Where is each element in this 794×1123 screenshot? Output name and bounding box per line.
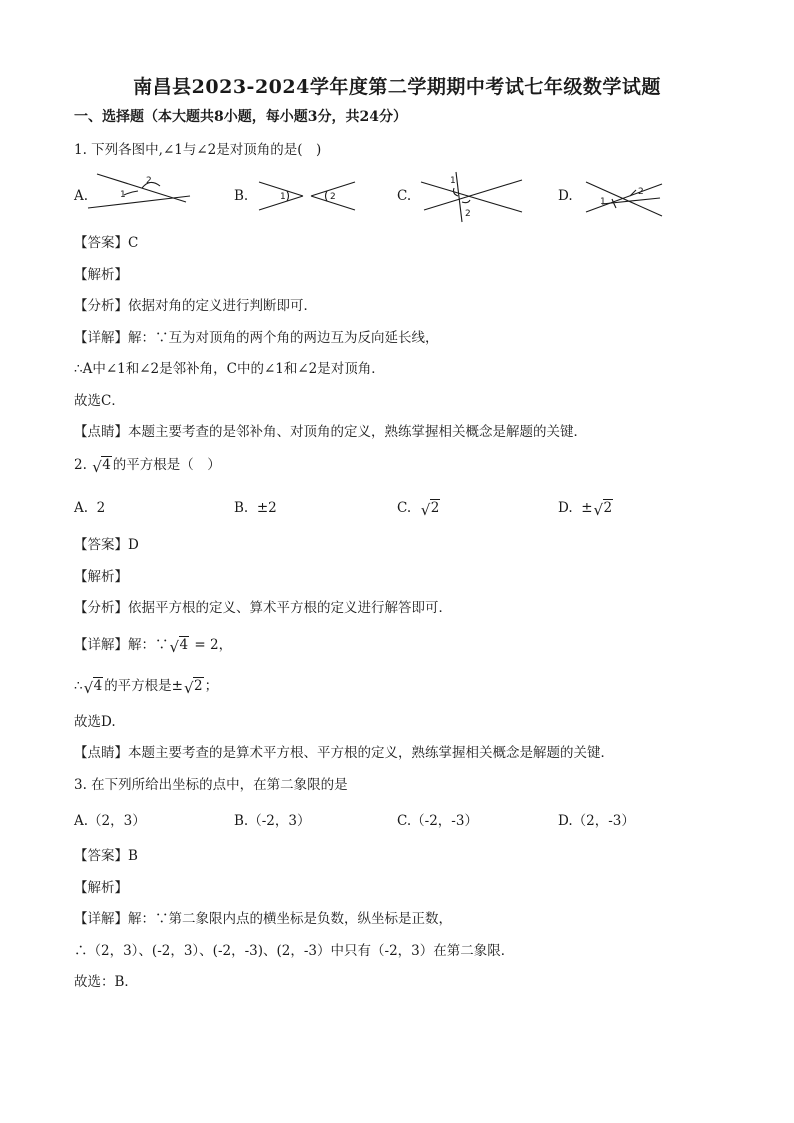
q2-number: 2. (74, 457, 87, 473)
q1-dianjing: 【点睛】本题主要考查的是邻补角、对顶角的定义，熟练掌握相关概念是解题的关键． (74, 424, 587, 440)
q2-xiangjie (74, 636, 232, 654)
q1-answer: 【答案】C (74, 235, 139, 251)
q1-figure-c (418, 170, 526, 224)
q2-option-b-value: ±2 (256, 500, 277, 516)
q2-xiangjie-radicand: 4 (179, 637, 189, 653)
q3-choose: 故选：B． (74, 974, 138, 990)
q2-xiangjie-post: = 2， (194, 637, 233, 653)
q2-option-d (558, 499, 614, 517)
q1-fig-a-label-2: 2 (146, 176, 152, 186)
q2-stem-tail: 的平方根是（ ） (112, 457, 221, 473)
q2-therefore-sqrt: √ 4 (83, 678, 103, 697)
q2-option-c-sqrt: √ 2 (420, 500, 440, 519)
q1-fig-a-label-1: 1 (120, 190, 126, 200)
q1-fig-c-label-1: 1 (450, 176, 456, 186)
q2-option-b (234, 499, 277, 517)
page-title: 南昌县2023-2024学年度第二学期期中考试七年级数学试题 (133, 76, 661, 98)
q1-figure-a (82, 170, 194, 218)
q1-fig-d-label-2: 2 (638, 187, 644, 197)
q2-option-a-label: A. (74, 500, 89, 516)
q2-radicand: 4 (102, 457, 111, 473)
q2-xiangjie-pre: 【详解】解：∵ (74, 637, 169, 653)
q1-xiangjie: 【详解】解：∵互为对顶角的两个角的两边互为反向延长线， (74, 330, 439, 346)
q2-choose: 故选D. (74, 714, 116, 730)
q2-therefore-mid: 的平方根是± (104, 678, 183, 694)
q1-fig-d-label-1: 1 (600, 197, 606, 207)
q2-option-b-label: B. (234, 500, 249, 516)
q3-xiangjie: 【详解】解：∵第二象限内点的横坐标是负数，纵坐标是正数， (74, 911, 452, 927)
q2-fenxi: 【分析】依据平方根的定义、算术平方根的定义进行解答即可． (74, 600, 452, 616)
q1-therefore: ∴A中∠1和∠2是邻补角，C中的∠1和∠2是对顶角． (74, 361, 385, 377)
q1-figure-b (255, 178, 359, 214)
q3-answer: 【答案】B (74, 848, 138, 864)
q1-fig-b-label-1: 1 (280, 192, 286, 202)
q2-option-c-radicand: 2 (430, 500, 440, 516)
q3-stem: 3. 在下列所给出坐标的点中，在第二象限的是 (74, 777, 348, 793)
q2-therefore-radicand2: 2 (194, 678, 203, 694)
q2-xiangjie-sqrt: √ 4 (169, 637, 189, 656)
q2-therefore-radicand: 4 (93, 678, 103, 694)
q3-therefore: ∴（2，3）、(-2，3）、(-2，-3)、(2，-3）中只有（-2，3）在第二象限． (74, 943, 515, 959)
q1-option-c-label: C. (397, 188, 412, 204)
q1-fig-c-label-2: 2 (465, 209, 471, 219)
q2-option-d-pm: ± (581, 500, 593, 516)
q2-analysis-heading: 【解析】 (74, 569, 128, 585)
q2-answer: 【答案】D (74, 537, 139, 553)
q3-option-b: B.（-2，3） (234, 813, 311, 829)
q1-choose: 故选C． (74, 393, 125, 409)
q2-option-d-sqrt: √ 2 (593, 500, 613, 519)
q2-option-c-label: C. (397, 500, 412, 516)
q1-fenxi: 【分析】依据对角的定义进行判断即可． (74, 298, 317, 314)
q3-analysis-heading: 【解析】 (74, 880, 128, 896)
q2-option-a (74, 499, 105, 517)
q3-option-a: A.（2，3） (74, 813, 146, 829)
q1-option-b-label: B. (234, 188, 249, 204)
q2-option-a-value: 2 (96, 500, 106, 516)
q2-sqrt: √ 4 (92, 457, 111, 476)
q2-therefore (74, 677, 218, 695)
q2-dianjing: 【点睛】本题主要考查的是算术平方根、平方根的定义，熟练掌握相关概念是解题的关键． (74, 745, 614, 761)
q1-analysis-heading: 【解析】 (74, 267, 128, 283)
q1-fig-b-label-2: 2 (330, 192, 336, 202)
q1-option-a-label: A. (74, 188, 89, 204)
q3-option-c: C.（-2，-3） (397, 813, 478, 829)
q2-therefore-post: ； (204, 678, 219, 694)
q2-therefore-pre: ∴ (74, 678, 83, 694)
q1-figure-d (582, 172, 666, 222)
q3-option-d: D.（2，-3） (558, 813, 635, 829)
q2-option-d-label: D. (558, 500, 573, 516)
q2-therefore-sqrt2: √ 2 (184, 678, 203, 697)
q2-stem (74, 456, 221, 474)
section-heading: 一、选择题（本大题共8小题，每小题3分，共24分） (74, 109, 407, 125)
q1-stem: 1. 下列各图中,∠1与∠2是对顶角的是( ) (74, 142, 322, 158)
q2-option-d-radicand: 2 (603, 500, 613, 516)
q2-option-c (397, 499, 441, 517)
q1-option-d-label: D. (558, 188, 573, 204)
